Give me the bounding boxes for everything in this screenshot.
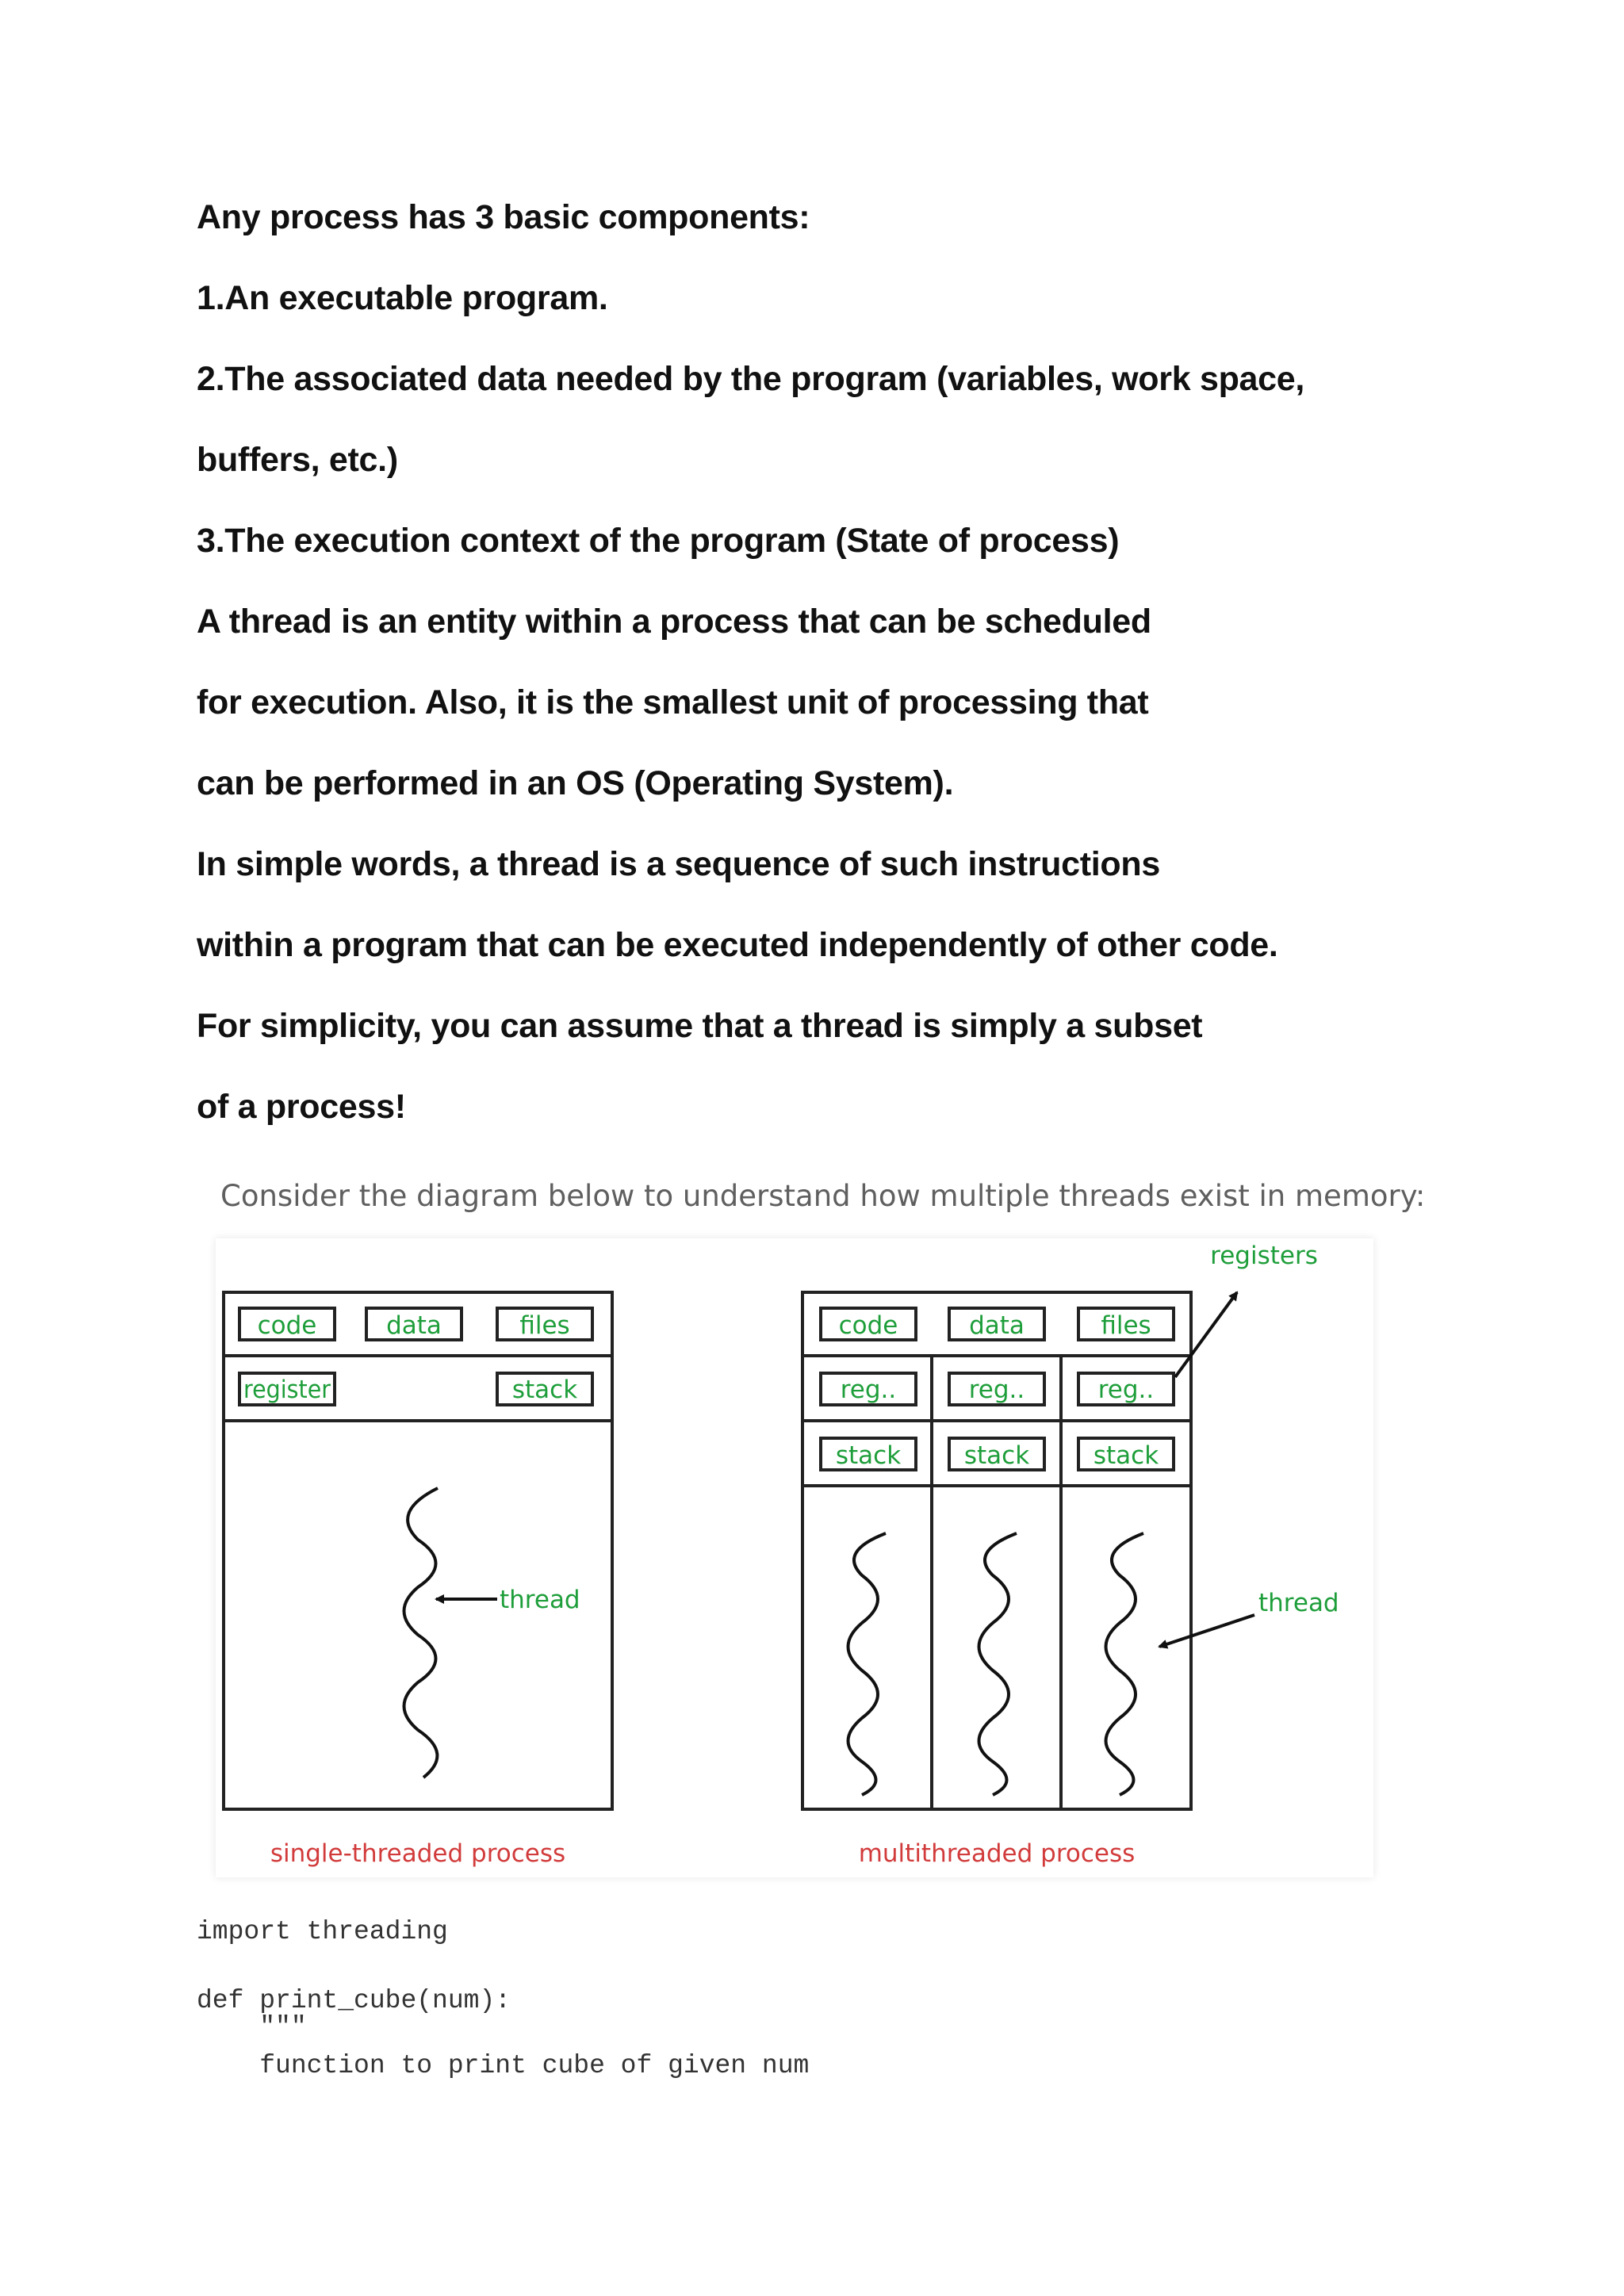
paragraph-line: In simple words, a thread is a sequence of such instructions bbox=[197, 845, 1160, 883]
single-threaded-diagram bbox=[224, 1292, 612, 1868]
reg-label: reg.. bbox=[840, 1376, 897, 1404]
code-label: code bbox=[838, 1311, 898, 1340]
code-line: def print_cube(num): bbox=[197, 1986, 511, 2015]
paragraph-line: 1.An executable program. bbox=[197, 279, 608, 317]
single-threaded-title: single-threaded process bbox=[270, 1839, 566, 1868]
figure-caption: Consider the diagram below to understand how multiple threads exist in memory: bbox=[220, 1179, 1426, 1213]
paragraph-line: within a program that can be executed independently of other code. bbox=[197, 926, 1278, 964]
code-label: code bbox=[257, 1311, 317, 1340]
stack-label: stack bbox=[963, 1441, 1030, 1470]
data-label: data bbox=[969, 1311, 1025, 1340]
thread-wave-icon bbox=[979, 1533, 1017, 1795]
threads-diagram bbox=[216, 1238, 1373, 1877]
paragraph-line: Any process has 3 basic components: bbox=[197, 198, 810, 236]
code-line: import threading bbox=[197, 1917, 448, 1946]
threads-diagram-svg bbox=[216, 1238, 1373, 1877]
thread-wave-icon bbox=[1106, 1533, 1144, 1795]
stack-label: stack bbox=[835, 1441, 902, 1470]
stack-label: stack bbox=[511, 1376, 578, 1404]
files-label: files bbox=[1101, 1311, 1151, 1340]
paragraph-line: for execution. Also, it is the smallest unit of processing that bbox=[197, 683, 1149, 721]
paragraph-line: For simplicity, you can assume that a thread is simply a subset bbox=[197, 1007, 1203, 1045]
reg-label: reg.. bbox=[968, 1376, 1025, 1404]
paragraph-line: buffers, etc.) bbox=[197, 441, 398, 479]
paragraph-line: A thread is an entity within a process that can be scheduled bbox=[197, 603, 1151, 641]
thread-wave-icon bbox=[848, 1533, 887, 1795]
code-line: function to print cube of given num bbox=[197, 2051, 810, 2080]
reg-label: reg.. bbox=[1097, 1376, 1155, 1404]
code-line: """ bbox=[197, 2012, 307, 2042]
files-label: files bbox=[519, 1311, 570, 1340]
data-label: data bbox=[386, 1311, 442, 1340]
thread-arrow-icon bbox=[1159, 1615, 1254, 1647]
paragraph-line: 3.The execution context of the program (State of process) bbox=[197, 522, 1120, 560]
register-label: register bbox=[243, 1376, 331, 1404]
stack-label: stack bbox=[1093, 1441, 1159, 1470]
registers-arrow-icon bbox=[1175, 1292, 1237, 1377]
multithreaded-title: multithreaded process bbox=[858, 1839, 1136, 1868]
paragraph-line: can be performed in an OS (Operating System). bbox=[197, 764, 954, 802]
thread-label: thread bbox=[1258, 1589, 1339, 1617]
thread-wave-icon bbox=[404, 1488, 439, 1777]
multithreaded-diagram bbox=[802, 1242, 1339, 1868]
paragraph-line: 2.The associated data needed by the program (variables, work space, bbox=[197, 360, 1305, 398]
registers-label: registers bbox=[1210, 1242, 1318, 1270]
thread-label: thread bbox=[500, 1586, 580, 1614]
paragraph-line: of a process! bbox=[197, 1088, 406, 1126]
